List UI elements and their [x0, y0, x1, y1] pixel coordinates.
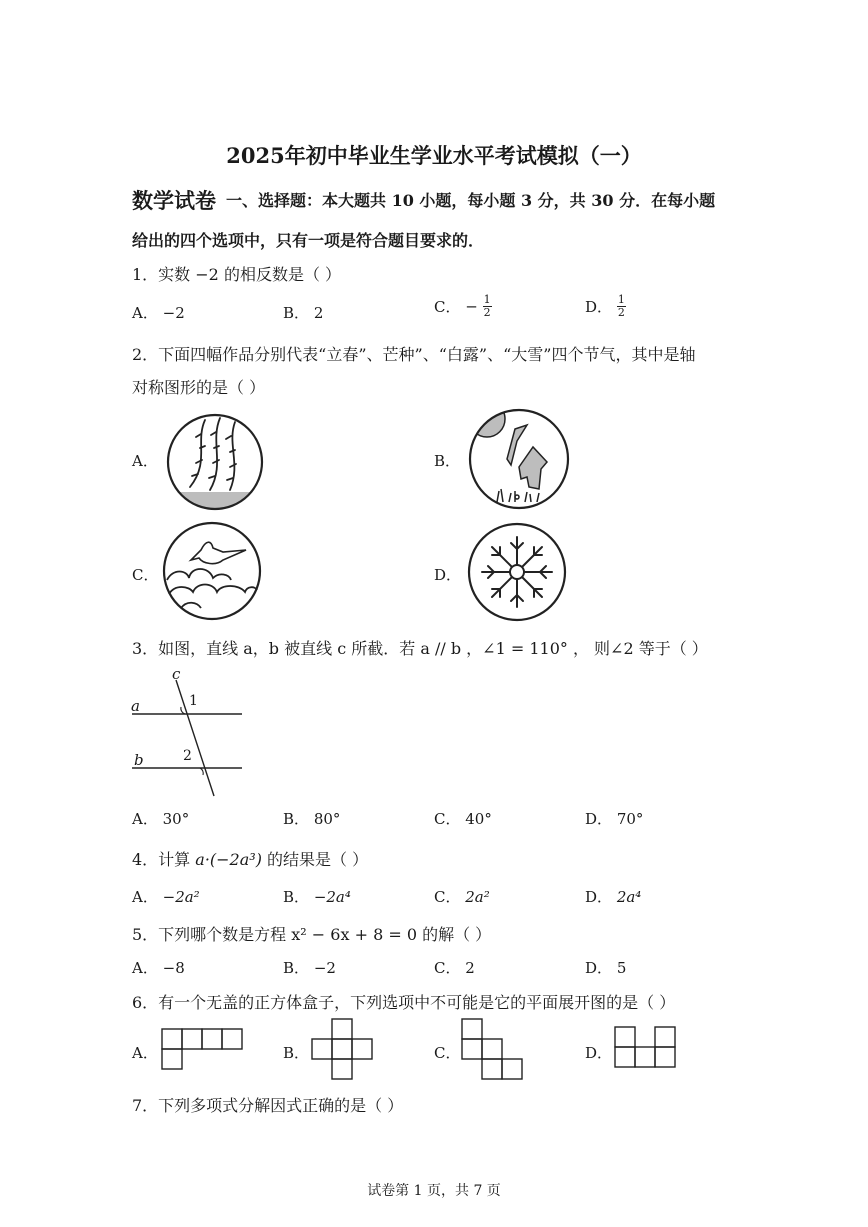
q5-d-value: 5	[616, 959, 627, 977]
q6-c-label[interactable]: C．	[434, 1044, 461, 1062]
q5-option-d[interactable]	[585, 957, 626, 978]
q1-c-label: C．	[434, 298, 461, 316]
q3-c-label: C．	[434, 810, 461, 828]
q5-b-value: −2	[313, 959, 336, 977]
q6-option-d-net[interactable]	[613, 1025, 679, 1073]
q3-d-label: D．	[585, 810, 613, 828]
q4-stem-post: 的结果是（ ）	[261, 850, 369, 869]
q1-a-value: −2	[162, 304, 185, 322]
q3-stem: 3．如图，直线 a，b 被直线 c 所截．若 a // b ，∠1 = 110° ， 则∠2 等于（ ）	[132, 639, 708, 658]
q3-label-b: b	[134, 751, 144, 769]
q7-stem: 7．下列多项式分解因式正确的是（ ）	[132, 1096, 404, 1115]
page-footer: 试卷第 1 页，共 7 页	[367, 1183, 501, 1199]
q4-option-d[interactable]	[585, 886, 641, 907]
q3-figure	[128, 666, 248, 798]
section-heading-line2: 给出的四个选项中，只有一项是符合题目要求的．	[132, 231, 485, 250]
q1-d-fraction	[617, 294, 626, 319]
q5-c-label: C．	[434, 959, 461, 977]
q4-c-value: 2a²	[465, 888, 490, 906]
q6-option-c-net[interactable]	[460, 1017, 528, 1083]
q3-c-value: 40°	[465, 810, 492, 828]
q1-stem: 1．实数 −2 的相反数是（ ）	[132, 265, 342, 284]
subject-label: 数学试卷	[132, 188, 216, 213]
q1-option-a[interactable]	[132, 302, 185, 323]
q2-c-label[interactable]: C．	[132, 566, 159, 584]
q3-a-value: 30°	[162, 810, 190, 828]
q6-option-b-net[interactable]	[310, 1017, 376, 1083]
q1-option-d[interactable]	[585, 294, 626, 319]
q4-d-value: 2a⁴	[616, 888, 642, 906]
q1-a-label: A．	[132, 304, 158, 322]
q3-d-value: 70°	[616, 810, 644, 828]
q4-option-b[interactable]	[283, 886, 351, 907]
q4-stem-expression: a·(−2a³)	[195, 850, 262, 869]
q4-b-label: B．	[283, 888, 310, 906]
q6-d-label[interactable]: D．	[585, 1044, 613, 1062]
q5-b-label: B．	[283, 959, 310, 977]
q4-a-value: −2a²	[162, 888, 200, 906]
q1-c-numerator: 1	[483, 293, 491, 306]
q2-stem-line1: 2．下面四幅作品分别代表“立春”、芒种”、“白露”、“大雪”四个节气，其中是轴	[132, 345, 696, 364]
q3-label-a: a	[131, 697, 140, 715]
q3-label-angle1: 1	[189, 693, 198, 709]
q2-a-label[interactable]: A．	[132, 452, 158, 470]
q3-label-c: c	[172, 665, 181, 683]
q1-d-label: D．	[585, 298, 613, 316]
q5-option-c[interactable]	[434, 957, 475, 978]
q5-a-value: −8	[162, 959, 185, 977]
q1-c-denominator: 2	[483, 306, 491, 319]
q5-stem: 5．下列哪个数是方程 x² − 6x + 8 = 0 的解（ ）	[132, 925, 492, 944]
q2-b-label[interactable]: B．	[434, 452, 461, 470]
q4-b-value: −2a⁴	[313, 888, 351, 906]
q3-option-b[interactable]	[283, 808, 340, 829]
q1-c-fraction	[483, 294, 492, 319]
q3-b-value: 80°	[313, 810, 341, 828]
q6-stem: 6．有一个无盖的正方体盒子，下列选项中不可能是它的平面展开图的是（ ）	[132, 993, 676, 1012]
q1-b-value: 2	[313, 304, 324, 322]
q3-label-angle2: 2	[183, 748, 192, 764]
q1-d-numerator: 1	[617, 293, 625, 306]
q2-d-label[interactable]: D．	[434, 566, 462, 584]
q3-a-label: A．	[132, 810, 158, 828]
q3-option-d[interactable]	[585, 808, 643, 829]
q1-option-b[interactable]	[283, 302, 323, 323]
q2-stem-line2: 对称图形的是（ ）	[132, 378, 266, 397]
q3-b-label: B．	[283, 810, 310, 828]
q2-option-b-image[interactable]	[467, 407, 571, 511]
q6-option-a-net[interactable]	[160, 1027, 244, 1073]
q2-option-c-image[interactable]	[161, 520, 263, 622]
q1-b-label: B．	[283, 304, 310, 322]
q4-stem-pre: 4．计算	[132, 850, 196, 869]
page-title: 2025年初中毕业生学业水平考试模拟（一）	[226, 143, 642, 168]
q3-option-a[interactable]	[132, 808, 189, 829]
q5-d-label: D．	[585, 959, 613, 977]
q1-option-c[interactable]	[434, 294, 492, 319]
q4-c-label: C．	[434, 888, 461, 906]
q2-option-d-image[interactable]	[466, 521, 568, 623]
section-heading-line1: 一、选择题：本大题共 10 小题，每小题 3 分，共 30 分．在每小题	[226, 191, 716, 210]
q5-c-value: 2	[465, 959, 475, 977]
q6-b-label[interactable]: B．	[283, 1044, 310, 1062]
q4-option-a[interactable]	[132, 886, 200, 907]
q6-a-label[interactable]: A．	[132, 1044, 158, 1062]
q1-d-denominator: 2	[617, 306, 625, 319]
q1-c-sign: −	[465, 297, 478, 316]
q5-a-label: A．	[132, 959, 158, 977]
q2-option-a-image[interactable]	[165, 412, 265, 512]
q4-option-c[interactable]	[434, 886, 490, 907]
q5-option-a[interactable]	[132, 957, 185, 978]
q4-a-label: A．	[132, 888, 158, 906]
q4-d-label: D．	[585, 888, 613, 906]
q4-stem	[132, 847, 368, 870]
q3-option-c[interactable]	[434, 808, 492, 829]
q5-option-b[interactable]	[283, 957, 336, 978]
